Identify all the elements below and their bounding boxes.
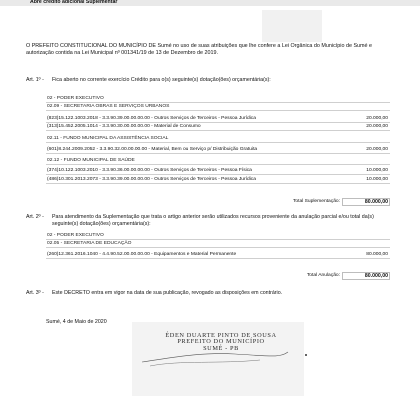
signature-stamp — [162, 333, 280, 352]
table-row — [46, 123, 390, 131]
row-desc: 02.12 - FUNDO MUNICIPAL DE SAÚDE — [47, 158, 135, 163]
table-row — [46, 103, 390, 111]
row-desc: (374)10.122.1003.2010 - 3.3.90.36.00.00.00.00 - Outros Serviços de Terceiros - Pessoa Física — [47, 168, 252, 173]
row-value: 20.000,00 — [366, 116, 388, 121]
row-value: 10.000,00 — [366, 168, 388, 173]
total-value: 80.000,00 — [364, 199, 388, 205]
art1-text: Fica aberto no corrente exercício Crédito para o(s) seguinte(s) dotação(ões) orçamentária(s): — [52, 77, 271, 83]
total-annulment-row — [46, 272, 390, 280]
row-desc: (601)8.244.2009.2052 - 3.3.90.32.00.00.00.00 - Material, Bem ou Serviço p/ Distribuição Gratuita — [47, 147, 258, 152]
total-supplement-row — [46, 198, 390, 206]
blank-header-box — [262, 10, 322, 42]
row-desc: 02 - PODER EXECUTIVO — [47, 233, 104, 238]
row-value: 20.000,00 — [366, 147, 388, 152]
table-row — [46, 251, 390, 259]
total-label: Total Anulação: — [306, 273, 340, 278]
signature-role: PREFEITO DO MUNICÍPIO — [177, 338, 265, 346]
signature-name: ÉDEN DUARTE PINTO DE SOUSA — [165, 332, 277, 339]
row-desc: (823)15.122.1003.2018 - 3.3.90.39.00.00.00.00 - Outros Serviços de Terceiros - Pessoa Jurídica — [47, 116, 256, 121]
total-label: Total Suplementação: — [292, 199, 340, 204]
row-desc: (313)15.452.2005.1014 - 3.3.90.30.00.00.00.00 - Material de Consumo — [47, 124, 201, 129]
table-row — [46, 135, 390, 143]
art3-label: Art. 3º - — [26, 290, 44, 296]
row-value: 10.000,00 — [366, 177, 388, 182]
row-desc: 02.05 - SECRETARIA DE EDUCAÇÃO — [47, 241, 132, 246]
table-row — [46, 176, 390, 184]
table-row — [46, 167, 390, 175]
table-row — [46, 157, 390, 165]
row-desc: (486)10.301.2013.2073 - 3.3.90.39.00.00.00.00 - Outros Serviços de Terceiros - Pessoa Jurídica — [47, 177, 256, 182]
table-row — [46, 146, 390, 154]
signature-place: SUMÉ - PB — [203, 344, 239, 352]
document-date: Sumé, 4 de Maio de 2020 — [46, 319, 107, 325]
table-row — [46, 95, 390, 103]
total-value: 80.000,00 — [364, 273, 388, 279]
row-desc: (260)12.361.2016.1040 - 4.4.90.52.00.00.00.00 - Equipamentos e Material Permanente — [47, 252, 237, 257]
art1-label: Art. 1º - — [26, 77, 44, 83]
row-desc: 02.11 - FUNDO MUNICIPAL DA ASSISTÊNCIA SOCIAL — [47, 136, 169, 141]
row-desc: 02 - PODER EXECUTIVO — [47, 96, 104, 101]
row-value: 80.000,00 — [366, 252, 388, 257]
art2-text: Para atendimento da Suplementação que trata o artigo anterior serão utilizados recursos proveniente da anulação parcial e/ou total da(s) seguinte(s) dotação(ões) orçamentária(s): — [52, 214, 374, 227]
intro-paragraph: O PREFEITO CONSTITUCIONAL DO MUNICÍPIO DE Sumé no uso de suas atribuições que lhe confere a Lei Orgânica do Município de Sumé e autorização contida na Lei Municipal nº 001341/19 de 13 de Dezembro de 2019. — [26, 43, 373, 57]
dot-mark — [305, 354, 307, 356]
art3-text: Este DECRETO entra em vigor na data de sua publicação, revogado as disposições em contrário. — [52, 290, 283, 296]
table-row — [46, 232, 390, 240]
row-value: 20.000,00 — [366, 124, 388, 129]
art2-label: Art. 2º - — [26, 214, 44, 220]
row-desc: 02.09 - SECRETARIA OBRAS E SERVIÇOS URBANOS — [47, 104, 170, 109]
table-row — [46, 240, 390, 248]
table-row — [46, 115, 390, 123]
document-title: Abre crédito adicional Suplementar — [30, 0, 118, 5]
